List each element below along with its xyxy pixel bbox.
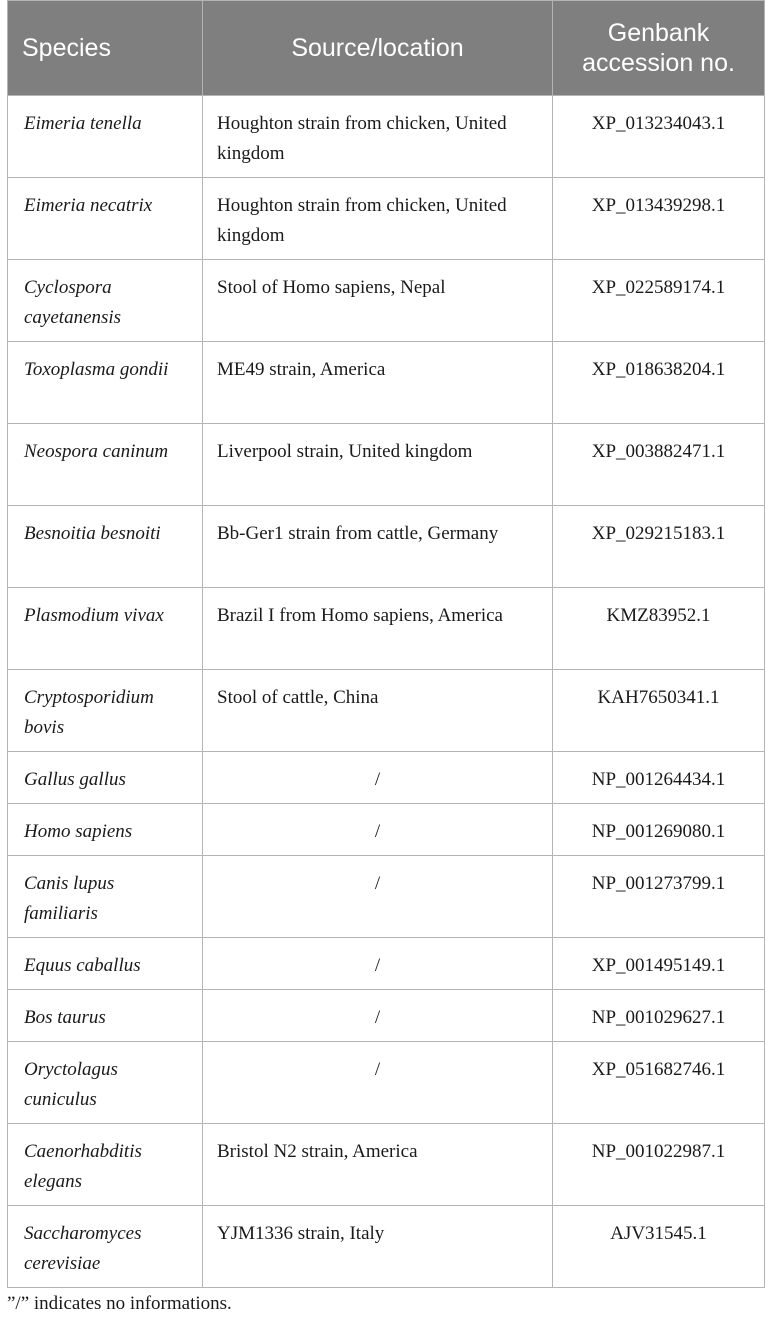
header-source-location: Source/location [203,1,553,96]
table-row [8,856,765,938]
species-cell: Eimeria tenella [8,96,203,178]
source-cell: / [203,990,553,1042]
table-row [8,178,765,260]
source-cell: Houghton strain from chicken, United kingdom [203,96,553,178]
species-cell: Equus caballus [8,938,203,990]
table-row [8,938,765,990]
species-cell: Homo sapiens [8,804,203,856]
species-cell: Bos taurus [8,990,203,1042]
table-row [8,804,765,856]
species-cell: Gallus gallus [8,752,203,804]
accession-cell: AJV31545.1 [553,1206,765,1288]
table-row [8,260,765,342]
table-row [8,588,765,670]
table-footnote: ”/” indicates no informations. [7,1293,232,1314]
table-row [8,1124,765,1206]
source-cell: ME49 strain, America [203,342,553,424]
accession-cell: NP_001029627.1 [553,990,765,1042]
accession-cell: XP_051682746.1 [553,1042,765,1124]
source-cell: / [203,804,553,856]
source-cell: / [203,1042,553,1124]
accession-cell: XP_022589174.1 [553,260,765,342]
table-row [8,506,765,588]
accession-cell: XP_029215183.1 [553,506,765,588]
table-row [8,1206,765,1288]
species-cell: Canis lupus familiaris [8,856,203,938]
table-row [8,752,765,804]
species-cell: Cryptosporidium bovis [8,670,203,752]
accession-cell: XP_018638204.1 [553,342,765,424]
accession-cell: NP_001264434.1 [553,752,765,804]
species-cell: Caenorhabditis elegans [8,1124,203,1206]
accession-cell: XP_001495149.1 [553,938,765,990]
header-row [8,1,765,96]
accession-cell: XP_003882471.1 [553,424,765,506]
source-cell: Bristol N2 strain, America [203,1124,553,1206]
source-cell: Houghton strain from chicken, United kingdom [203,178,553,260]
header-species: Species [8,1,203,96]
source-cell: / [203,752,553,804]
table-row [8,670,765,752]
source-cell: Stool of cattle, China [203,670,553,752]
species-cell: Besnoitia besnoiti [8,506,203,588]
accession-cell: NP_001269080.1 [553,804,765,856]
accession-cell: XP_013439298.1 [553,178,765,260]
species-cell: Toxoplasma gondii [8,342,203,424]
source-cell: / [203,938,553,990]
species-cell: Plasmodium vivax [8,588,203,670]
accession-cell: XP_013234043.1 [553,96,765,178]
species-cell: Neospora caninum [8,424,203,506]
species-table [7,0,765,1288]
header-genbank-accession: Genbank accession no. [553,1,765,96]
species-cell: Oryctolagus cuniculus [8,1042,203,1124]
source-cell: Bb-Ger1 strain from cattle, Germany [203,506,553,588]
source-cell: Stool of Homo sapiens, Nepal [203,260,553,342]
table-row [8,424,765,506]
source-cell: Brazil I from Homo sapiens, America [203,588,553,670]
accession-cell: KMZ83952.1 [553,588,765,670]
accession-cell: NP_001022987.1 [553,1124,765,1206]
species-cell: Eimeria necatrix [8,178,203,260]
source-cell: YJM1336 strain, Italy [203,1206,553,1288]
source-cell: Liverpool strain, United kingdom [203,424,553,506]
table-row [8,990,765,1042]
species-cell: Saccharomyces cerevisiae [8,1206,203,1288]
species-cell: Cyclospora cayetanensis [8,260,203,342]
table-row [8,342,765,424]
source-cell: / [203,856,553,938]
accession-cell: NP_001273799.1 [553,856,765,938]
accession-cell: KAH7650341.1 [553,670,765,752]
table-row [8,1042,765,1124]
table-row [8,96,765,178]
